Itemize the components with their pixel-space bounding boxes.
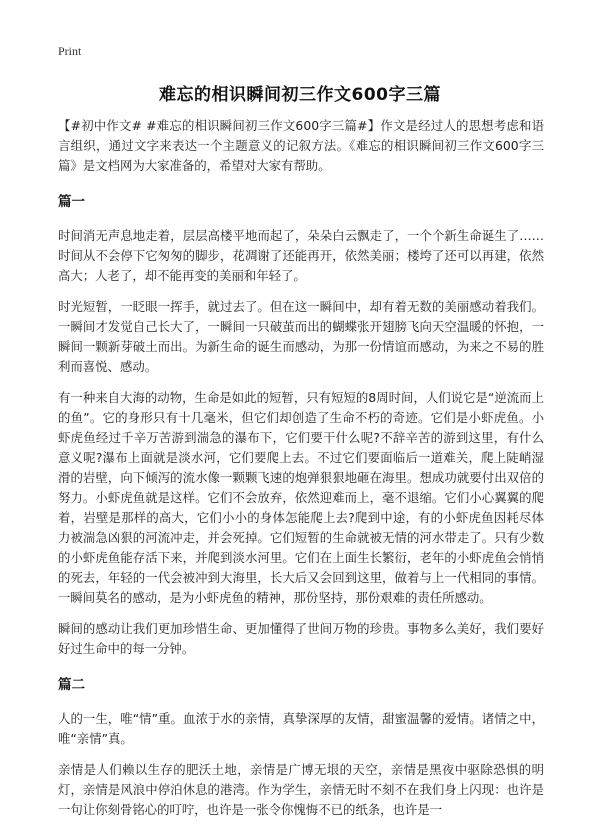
print-label[interactable]: Print <box>58 44 82 58</box>
section-heading-2: 篇二 <box>58 677 85 693</box>
intro-paragraph: 【#初中作文# #难忘的相识瞬间初三作文600字三篇#】作文是经过人的思想考虑和语言组织，通过文字来表达一个主题意义的记叙方法。《难忘的相识瞬间初三作文600字三篇》是文档网为大家准备的，希望对大家有帮助。 <box>58 118 544 173</box>
paragraph: 瞬间的感动让我们更加珍惜生命、更加懂得了世间万物的珍贵。事物多么美好，我们要好好过生命中的每一分钟。 <box>58 621 544 656</box>
page-title: 难忘的相识瞬间初三作文600字三篇 <box>159 85 441 105</box>
paragraph: 亲情是人们赖以生存的肥沃土地，亲情是广博无垠的天空，亲情是黑夜中驱除恐惧的明灯，亲情是风浪中停泊休息的港湾。作为学生，亲情无时不刻不在我们身上闪现：也许是一句让你刻骨铭心的叮咛，也许是一张令你愧悔不已的纸条，也许是一 <box>58 762 544 817</box>
section-heading-1: 篇一 <box>58 194 85 210</box>
paragraph: 人的一生，唯“情”重。血浓于水的亲情，真挚深厚的友情，甜蜜温馨的爱情。诸情之中，唯“亲情”真。 <box>58 711 544 746</box>
paragraph: 有一种来自大海的动物，生命是如此的短暂，只有短短的8周时间，人们说它是“逆流而上的鱼”。它的身形只有十几毫米，但它们却创造了生命不朽的奇迹。它们是小虾虎鱼。小虾虎鱼经过千辛万苦游到湍急的瀑布下，它们要干什么呢?不辞辛苦的游到这里，有什么意义呢?瀑布上面就是淡水河，它们要爬上去。不过它们要面临后一道难关，爬上陡峭湿滑的岩壁，向下倾泻的流水像一颗颗飞速的炮弹狠狠地砸在海里。想成功就要付出双倍的努力。小虾虎鱼就是这样。它们不会放弃，依然迎难而上，毫不退缩。它们小心翼翼的爬着，岩壁是那样的高大，它们小小的身体怎能爬上去?爬到中途，有的小虾虎鱼因耗尽体力被湍急凶狠的河流冲走，并会死掉。它们短暂的生命就被无情的河水带走了。只有少数的小虾虎鱼能存活下来，并爬到淡水河里。它们在上面生长繁衍，老年的小虾虎鱼会悄悄的死去，年轻的一代会被冲到大海里，长大后又会回到这里，做着与上一代相同的事情。一瞬间莫名的感动，是为小虾虎鱼的精神，那份坚持，那份艰难的责任所感动。 <box>58 390 544 605</box>
paragraph: 时光短暂，一眨眼一挥手，就过去了。但在这一瞬间中，却有着无数的美丽感动着我们。一瞬间才发觉自己长大了，一瞬间一只破茧而出的蝴蝶张开翅膀飞向天空温暖的怀抱，一瞬间一颗新芽破土而出。为新生命的诞生而感动，为那一份情谊而感动，为来之不易的胜利而喜悦、感动。 <box>58 299 544 374</box>
paragraph: 时间消无声息地走着，层层高楼平地而起了，朵朵白云飘走了，一个个新生命诞生了……时间从不会停下它匆匆的脚步，花凋谢了还能再开，依然美丽；楼垮了还可以再建，依然高大；人老了，却不能再变的美丽和年轻了。 <box>58 228 544 283</box>
article-body <box>58 116 544 831</box>
